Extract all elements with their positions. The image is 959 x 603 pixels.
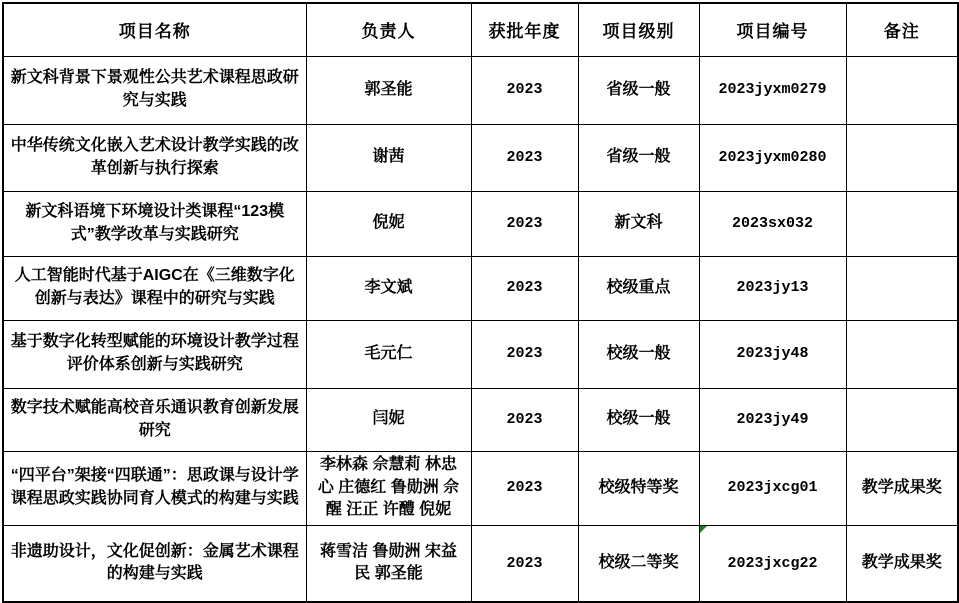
cell-note xyxy=(846,320,958,388)
table-row xyxy=(3,388,958,451)
cell-leader: 蒋雪洁 鲁勋洲 宋益民 郭圣能 xyxy=(306,525,471,602)
cell-year: 2023 xyxy=(471,451,578,525)
cell-year: 2023 xyxy=(471,56,578,124)
cell-project-name: 新文科语境下环境设计类课程“123模式”教学改革与实践研究 xyxy=(3,191,306,256)
cell-number: 2023jy48 xyxy=(699,320,846,388)
cell-project-name: 新文科背景下景观性公共艺术课程思政研究与实践 xyxy=(3,56,306,124)
cell-level: 校级一般 xyxy=(578,388,699,451)
header-level: 项目级别 xyxy=(578,3,699,56)
cell-number xyxy=(699,525,846,602)
projects-table xyxy=(2,2,959,603)
cell-note xyxy=(846,191,958,256)
cell-number: 2023jy13 xyxy=(699,256,846,320)
cell-note xyxy=(846,388,958,451)
cell-level: 校级特等奖 xyxy=(578,451,699,525)
green-triangle-icon xyxy=(700,526,707,533)
cell-level: 新文科 xyxy=(578,191,699,256)
table-row xyxy=(3,56,958,124)
cell-year: 2023 xyxy=(471,388,578,451)
cell-note: 教学成果奖 xyxy=(846,525,958,602)
cell-leader: 谢茜 xyxy=(306,124,471,191)
cell-project-name: 数字技术赋能高校音乐通识教育创新发展研究 xyxy=(3,388,306,451)
cell-leader: 毛元仁 xyxy=(306,320,471,388)
table-row xyxy=(3,191,958,256)
header-number: 项目编号 xyxy=(699,3,846,56)
cell-project-name: 非遗助设计，文化促创新：金属艺术课程的构建与实践 xyxy=(3,525,306,602)
table-row xyxy=(3,525,958,602)
cell-level: 省级一般 xyxy=(578,56,699,124)
cell-note: 教学成果奖 xyxy=(846,451,958,525)
cell-level: 校级二等奖 xyxy=(578,525,699,602)
cell-project-name: 中华传统文化嵌入艺术设计教学实践的改革创新与执行探索 xyxy=(3,124,306,191)
cell-level: 省级一般 xyxy=(578,124,699,191)
header-note: 备注 xyxy=(846,3,958,56)
cell-note xyxy=(846,56,958,124)
cell-number: 2023jxcg01 xyxy=(699,451,846,525)
cell-leader: 郭圣能 xyxy=(306,56,471,124)
cell-leader: 李林森 佘慧莉 林忠心 庄德红 鲁勋洲 佘醒 汪正 许醴 倪妮 xyxy=(306,451,471,525)
cell-project-name: “四平台”架接“四联通”：思政课与设计学课程思政实践协同育人模式的构建与实践 xyxy=(3,451,306,525)
cell-number: 2023jyxm0279 xyxy=(699,56,846,124)
table-row xyxy=(3,320,958,388)
table-row xyxy=(3,124,958,191)
table-row xyxy=(3,256,958,320)
table-header-row xyxy=(3,3,958,56)
cell-number: 2023jy49 xyxy=(699,388,846,451)
cell-note xyxy=(846,256,958,320)
cell-year: 2023 xyxy=(471,256,578,320)
header-year: 获批年度 xyxy=(471,3,578,56)
header-leader: 负责人 xyxy=(306,3,471,56)
cell-leader: 倪妮 xyxy=(306,191,471,256)
cell-number-text: 2023jxcg22 xyxy=(727,554,818,572)
header-project-name: 项目名称 xyxy=(3,3,306,56)
table-row xyxy=(3,451,958,525)
cell-year: 2023 xyxy=(471,320,578,388)
cell-year: 2023 xyxy=(471,191,578,256)
cell-number: 2023jyxm0280 xyxy=(699,124,846,191)
cell-number: 2023sx032 xyxy=(699,191,846,256)
cell-leader: 李文斌 xyxy=(306,256,471,320)
cell-year: 2023 xyxy=(471,124,578,191)
cell-project-name: 人工智能时代基于AIGC在《三维数字化创新与表达》课程中的研究与实践 xyxy=(3,256,306,320)
cell-note xyxy=(846,124,958,191)
cell-level: 校级一般 xyxy=(578,320,699,388)
cell-year: 2023 xyxy=(471,525,578,602)
cell-project-name: 基于数字化转型赋能的环境设计教学过程评价体系创新与实践研究 xyxy=(3,320,306,388)
cell-level: 校级重点 xyxy=(578,256,699,320)
cell-leader: 闫妮 xyxy=(306,388,471,451)
